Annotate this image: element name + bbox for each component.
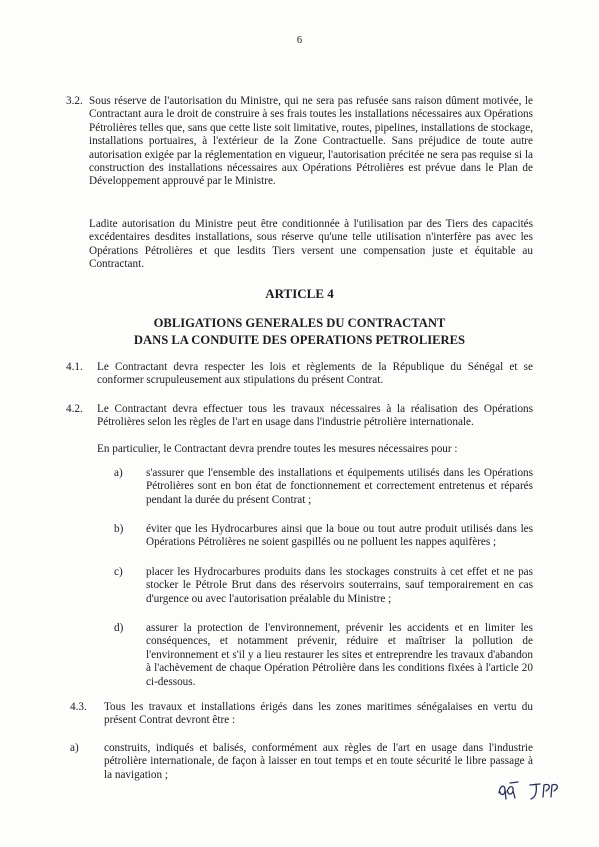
section-number-4-1: 4.1. [66,361,83,373]
page-number: 6 [296,35,303,46]
section-4-3-text: Tous les travaux et installations érigés dans les zones maritimes sénégalaises en vertu du présent Contrat devront être : [104,701,533,727]
section-4-2-intro: En particulier, le Contractant devra prendre toutes les mesures nécessaires pour : [97,443,458,455]
list-item-letter-d: d) [114,622,124,634]
list-item-letter-c: c) [114,566,123,578]
section-4-2-text: Le Contractant devra effectuer tous les travaux nécessaires à la réalisation des Opérations Pétrolières selon les règles de l'art en usage dans l'industrie pétrolière internationale. [97,403,533,429]
list-item-b-text: éviter que les Hydrocarbures ainsi que la boue ou tout autre produit utilisés dans les Opérations Pétrolières ne soient gaspillés ou ne polluent les nappes aquifères ; [146,523,533,549]
list-item-a-text: s'assurer que l'ensemble des installations et équipements utilisés dans les Opérations Pétrolières sont en bon état de fonctionnement et correctement entretenus et réparés pendant la durée du présent Contrat ; [146,467,533,506]
section-4-1-text: Le Contractant devra respecter les lois et règlements de la République du Sénégal et se conformer scrupuleusement aux stipulations du présent Contrat. [97,361,533,387]
section-number-4-3: 4.3. [70,701,87,713]
article-heading-line-1: OBLIGATIONS GENERALES DU CONTRACTANT [153,316,446,330]
section-3-2-paragraph-2: Ladite autorisation du Ministre peut être conditionnée à l'utilisation par des Tiers des capacités excédentaires desdites installations, sous réserve qu'une telle utilisation n'interfère pas avec les Opérations Pétrolières et que lesdits Tiers versent une compensation juste et équitable au Contractant. [89,218,533,271]
list-item-letter-a: a) [114,467,123,479]
handwritten-initials [496,777,566,803]
section-number-4-2: 4.2. [66,403,83,415]
section-number-3-2: 3.2. [66,95,83,107]
article-title: ARTICLE 4 [265,286,334,301]
section-4-3-item-letter-a: a) [70,742,79,754]
section-4-3-item-a-text: construits, indiqués et balisés, conformément aux règles de l'art en usage dans l'industrie pétrolière internationale, de façon à laisser en tout temps et en toute sécurité le libre passage à la navigation ; [104,742,533,781]
article-heading-line-2: DANS LA CONDUITE DES OPERATIONS PETROLIERES [133,333,466,347]
list-item-d-text: assurer la protection de l'environnement, prévenir les accidents et en limiter les conséquences, et notamment prévenir, réduire et maîtriser la pollution de l'environnement et s'il y a lieu restaurer les sites et entreprendre les travaux d'abandon à l'achèvement de chaque Opération Pétrolière dans les conditions fixées à l'article 20 ci-dessous. [146,622,533,688]
section-3-2-paragraph-1: Sous réserve de l'autorisation du Ministre, qui ne sera pas refusée sans raison dûment motivée, le Contractant aura le droit de construire à ses frais toutes les installations nécessaires aux Opérations Pétrolières telles que, sans que cette liste soit limitative, routes, pipelines, installations de stockage, installations portuaires, à l'extérieur de la Zone Contractuelle. Sans préjudice de toute autre autorisation exigée par la réglementation en vigueur, l'autorisation précitée ne sera pas requise si la construction des installations nécessaires aux Opérations Pétrolières est prévue dans le Plan de Développement approuvé par le Ministre. [89,95,533,188]
list-item-letter-b: b) [114,523,124,535]
list-item-c-text: placer les Hydrocarbures produits dans les stockages construits à cet effet et ne pas stocker le Pétrole Brut dans des réservoirs souterrains, sauf temporairement en cas d'urgence ou avec l'autorisation préalable du Ministre ; [146,566,533,605]
